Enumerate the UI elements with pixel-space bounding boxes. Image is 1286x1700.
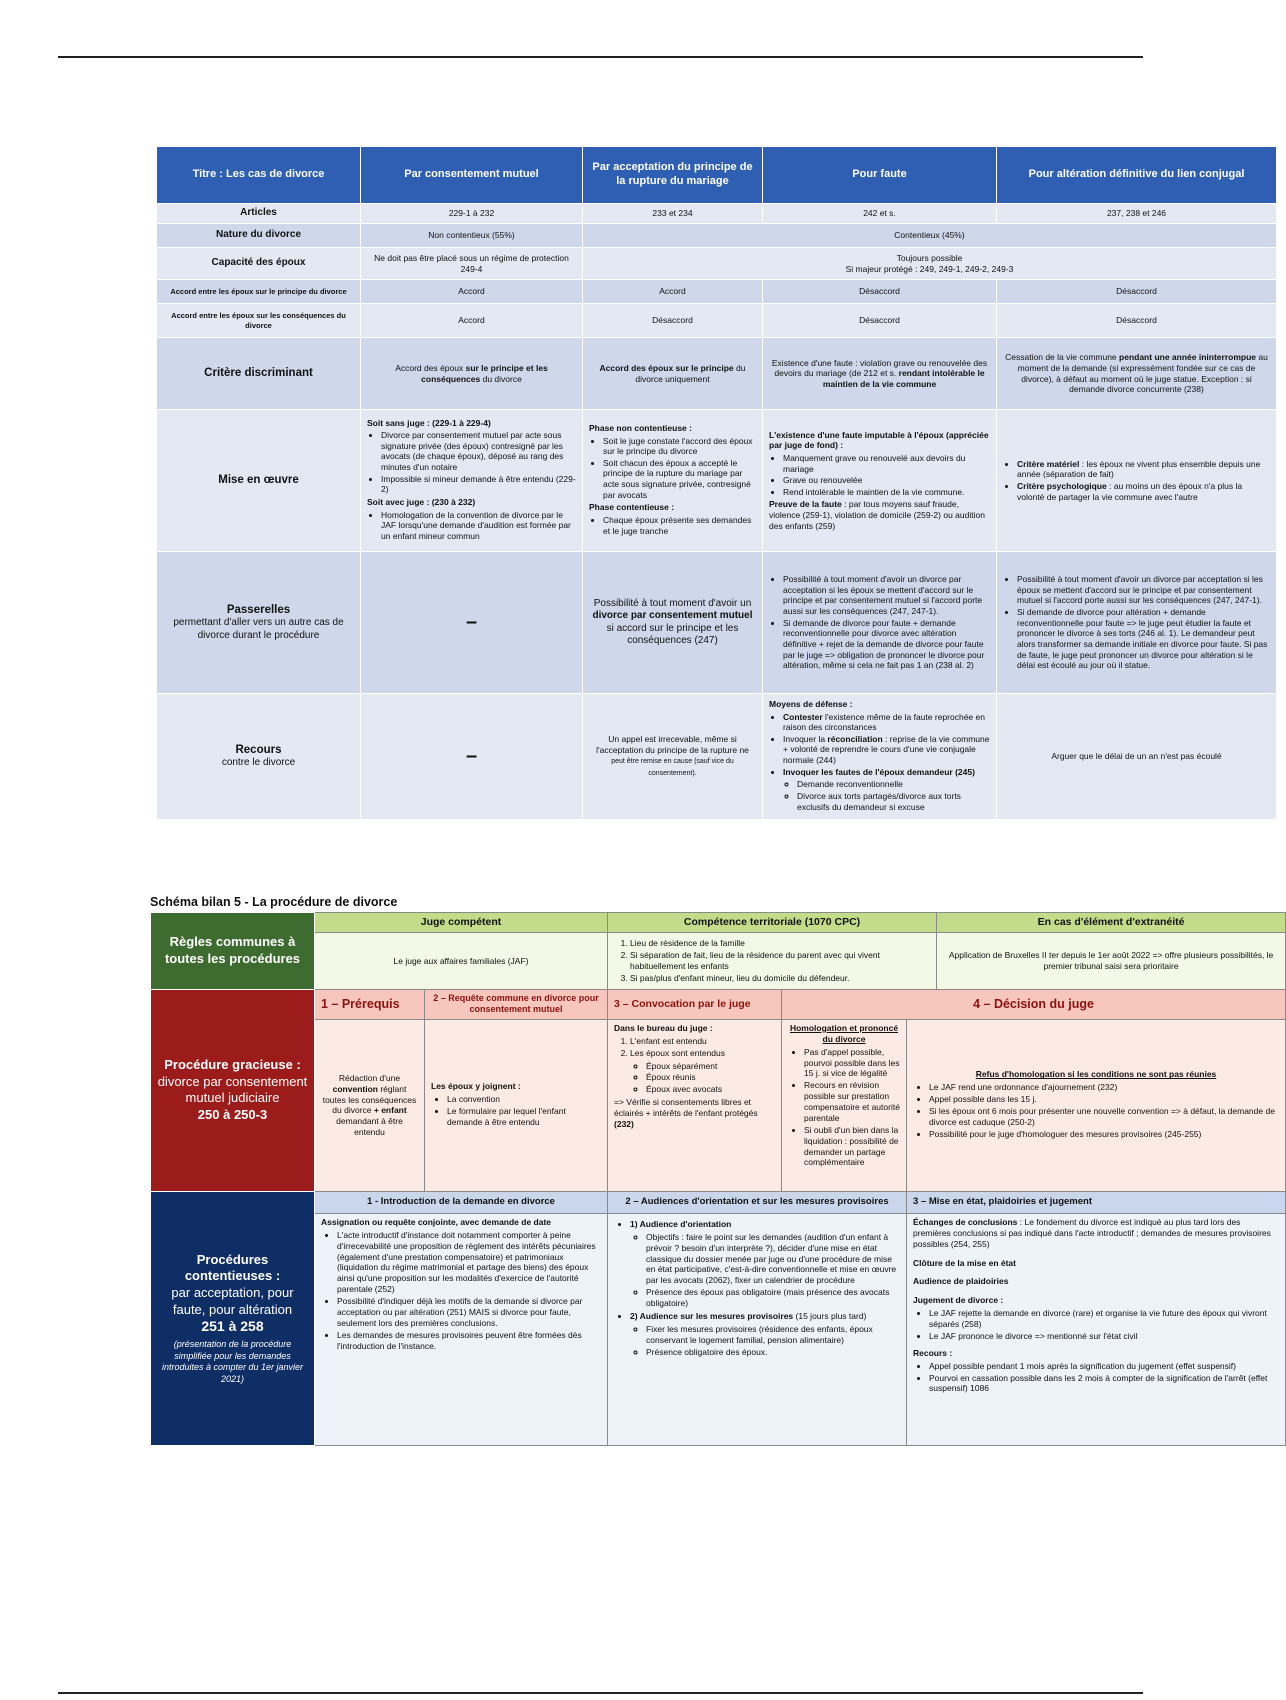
row-label: Mise en œuvre bbox=[157, 410, 361, 552]
list-item: • Si oubli d'un bien dans la liquidation : possibilité de demander un partage complémentaire bbox=[804, 1125, 900, 1169]
text: 1) Audience d'orientation bbox=[630, 1218, 732, 1229]
list-item: • Si demande de divorce pour altération + demande reconventionnelle pour faute => le juge peut étudier la faute et prononcer le divorce à ses torts (246 al. 1). Le demandeur peut alors transformer sa demande initiale en divorce pour faute. Si pas de faute, le juge peut prononcer un divorce pour altération si le délai est écoulé au jour où il statue. bbox=[1017, 607, 1270, 671]
contentieuses-cell bbox=[907, 1213, 1286, 1445]
text: Phase non contentieuse : bbox=[589, 422, 692, 433]
gracieuse-cell bbox=[907, 1019, 1286, 1191]
gracieuse-side-label bbox=[151, 989, 315, 1191]
row-accord-principe bbox=[157, 280, 1277, 304]
text: Critère matériel bbox=[1017, 458, 1080, 469]
paragraph bbox=[913, 1348, 1279, 1359]
text: Invoquer les fautes de l'époux demandeur (245) bbox=[783, 766, 975, 777]
list-item: • La convention bbox=[447, 1094, 601, 1105]
cell bbox=[997, 338, 1277, 410]
row-critere bbox=[157, 338, 1277, 410]
text: : Le fondement du divorce est indiqué au plus tard lors des premières conclusions si pas indiqué dans l'acte introductif ; demandes de mesures provisoires possibles (254, 255) bbox=[913, 1216, 1271, 1249]
header-acceptation: Par acceptation du principe de la rupture du mariage bbox=[583, 147, 763, 204]
gracieuse-header: 1 – Prérequis bbox=[315, 989, 425, 1019]
list-item: 1. L'enfant est entendu bbox=[630, 1036, 775, 1047]
header-consentement: Par consentement mutuel bbox=[361, 147, 583, 204]
text: + enfant bbox=[373, 1105, 407, 1116]
contentieuses-cell bbox=[315, 1213, 608, 1445]
contentieuses-header: 3 – Mise en état, plaidoiries et jugement bbox=[907, 1191, 1286, 1213]
text: 250 à 250-3 bbox=[197, 1107, 268, 1123]
text: divorce par consentement mutuel judiciaire bbox=[157, 1073, 308, 1106]
text: Phase contentieuse : bbox=[589, 502, 675, 513]
row-accord-consequences bbox=[157, 304, 1277, 338]
list-item: ◦ Époux avec avocats bbox=[646, 1084, 775, 1095]
gracieuse-cell bbox=[608, 1019, 782, 1191]
cell: Désaccord bbox=[997, 304, 1277, 338]
text: sur le principe et les conséquences bbox=[421, 362, 548, 384]
text: : reprise de la vie commune + volonté de reprendre le cours d'une vie conjugale normale (244) bbox=[783, 733, 990, 765]
list-item bbox=[783, 767, 990, 813]
list-item: • L'acte introductif d'instance doit notamment comporter à peine d'irrecevabilité une proposition de règlement des intérêts pécuniaires (également d'une prestation compensatoire) et patrimoniaux (liquidation du régime matrimonial et partage des biens) des époux ainsi qu'une proposition sur les modalités d'exercice de l'autorité parentale (252) bbox=[337, 1230, 601, 1295]
cell bbox=[583, 338, 763, 410]
cell: Désaccord bbox=[763, 304, 997, 338]
cell bbox=[361, 410, 583, 552]
text: l'existence même de la faute reprochée en raison des circonstances bbox=[783, 711, 985, 733]
text: Les époux sont entendus bbox=[630, 1047, 726, 1058]
cell: Désaccord bbox=[583, 304, 763, 338]
list-item: • Les demandes de mesures provisoires peuvent être formées dès l'introduction de l'instance. bbox=[337, 1330, 601, 1352]
list-item: • Possibilité d'indiquer déjà les motifs de la demande si divorce par acceptation ou par altération (251) MAIS si divorce pour faute, seulement lors des premières conclusions. bbox=[337, 1296, 601, 1329]
row-label: Critère discriminant bbox=[157, 338, 361, 410]
communes-side-label: Règles communes à toutes les procédures bbox=[151, 913, 315, 990]
contentieuses-header-row bbox=[151, 1191, 1286, 1213]
list-item: • Impossible si mineur demande à être entendu (229-2) bbox=[381, 474, 576, 495]
list-item: • Le formulaire par lequel l'enfant demande à être entendu bbox=[447, 1106, 601, 1128]
list-item: ◦ Époux séparément bbox=[646, 1061, 775, 1072]
row-label bbox=[157, 694, 361, 820]
cell bbox=[763, 410, 997, 552]
text: permettant d'aller vers un autre cas de divorce durant le procédure bbox=[173, 617, 344, 641]
text: Existence d'une faute : violation grave ou renouvelée des devoirs du mariage (de 212 et s. bbox=[771, 357, 988, 379]
table-header-row bbox=[157, 147, 1277, 204]
communes-cell bbox=[608, 933, 937, 990]
text: Procédure gracieuse : bbox=[164, 1057, 301, 1073]
header-title: Titre : Les cas de divorce bbox=[157, 147, 361, 204]
contentieuses-header: 2 – Audiences d'orientation et sur les mesures provisoires bbox=[608, 1191, 907, 1213]
list-item bbox=[630, 1219, 900, 1309]
header-alteration: Pour altération définitive du lien conjugal bbox=[997, 147, 1277, 204]
list-item: • Pourvoi en cassation possible dans les 2 mois à compter de la signification de l'arrêt (effet suspensif) 1086 bbox=[929, 1373, 1279, 1395]
schema-title: Schéma bilan 5 - La procédure de divorce bbox=[150, 895, 398, 909]
cell bbox=[583, 552, 763, 694]
text: Soit avec juge : (230 à 232) bbox=[367, 496, 476, 507]
list-item bbox=[1017, 481, 1270, 502]
row-label: Accord entre les époux sur les conséquences du divorce bbox=[157, 304, 361, 338]
header-faute: Pour faute bbox=[763, 147, 997, 204]
list-item: 2. Si séparation de fait, lieu de la résidence du parent avec qui vivent habituellement les enfants bbox=[630, 950, 930, 972]
text: convention bbox=[332, 1083, 378, 1094]
list-item: 3. Si pas/plus d'enfant mineur, lieu du domicile du défendeur. bbox=[630, 973, 930, 984]
gracieuse-cell bbox=[315, 1019, 425, 1191]
text: du divorce bbox=[480, 373, 522, 384]
cell: 242 et s. bbox=[763, 204, 997, 224]
cell bbox=[583, 694, 763, 820]
cell bbox=[997, 410, 1277, 552]
text: divorce par consentement mutuel bbox=[592, 610, 753, 621]
cell: 237, 238 et 246 bbox=[997, 204, 1277, 224]
text: par acceptation, pour faute, pour altération bbox=[171, 1284, 294, 1317]
text: Échanges de conclusions bbox=[913, 1216, 1018, 1227]
list-item: • Soit chacun des époux a accepté le principe de la rupture du mariage par acte sous signature privée, contresigné par avocats bbox=[603, 458, 756, 501]
row-recours bbox=[157, 694, 1277, 820]
list-item: • Possibilité à tout moment d'avoir un divorce par acceptation si les époux se mettent d'accord sur le principe et par consentement mutuel si l'accord porte aussi sur les conséquences (247, 247-1). bbox=[783, 574, 990, 617]
text: pendant une année ininterrompue bbox=[1119, 352, 1256, 363]
footer-rule bbox=[58, 1692, 1143, 1694]
list-item: • Le JAF rejette la demande en divorce (rare) et organise la vie future des époux qui vivront séparés (258) bbox=[929, 1308, 1279, 1330]
text: : les époux ne vivent plus ensemble depuis une année (séparation de fait) bbox=[1017, 458, 1261, 480]
cell bbox=[583, 248, 1277, 280]
communes-header: Compétence territoriale (1070 CPC) bbox=[608, 913, 937, 933]
paragraph bbox=[913, 1258, 1279, 1269]
list-item bbox=[630, 1311, 900, 1358]
text: Assignation ou requête conjointe, avec demande de date bbox=[321, 1216, 552, 1227]
list-item: ◦ Présence des époux pas obligatoire (mais présence des avocats obligatoire) bbox=[646, 1287, 900, 1309]
list-item: • Pas d'appel possible, pourvoi possible dans les 15 j. si vice de légalité bbox=[804, 1047, 900, 1080]
list-item: • Grave ou renouvelée bbox=[783, 475, 990, 486]
list-item: • Appel possible dans les 15 j. bbox=[929, 1094, 1279, 1105]
cell bbox=[763, 694, 997, 820]
text: Soit sans juge : (229-1 à 229-4) bbox=[367, 417, 491, 428]
header-rule bbox=[58, 56, 1143, 58]
list-item: • Appel possible pendant 1 mois après la signification du jugement (effet suspensif) bbox=[929, 1361, 1279, 1372]
list-item: • Recours en révision possible sur prestation compensatoire et autorité parentale bbox=[804, 1080, 900, 1124]
text: => Vérifie si consentements libres et éclairés + intérêts de l'enfant protégés bbox=[614, 1097, 758, 1119]
text: Invoquer la bbox=[783, 733, 828, 744]
list-item: ◦ Divorce aux torts partagés/divorce aux torts exclusifs du demandeur si excuse bbox=[797, 791, 990, 812]
text: du divorce uniquement bbox=[635, 362, 746, 384]
cell bbox=[763, 338, 997, 410]
row-articles bbox=[157, 204, 1277, 224]
gracieuse-body-row bbox=[151, 1019, 1286, 1191]
gracieuse-header: 4 – Décision du juge bbox=[782, 989, 1286, 1019]
text: si accord sur le principe et les conséquences (247) bbox=[606, 622, 739, 646]
paragraph bbox=[913, 1276, 1279, 1287]
text: contre le divorce bbox=[221, 757, 296, 769]
text: (15 jours plus tard) bbox=[793, 1310, 867, 1321]
contentieuses-cell bbox=[608, 1213, 907, 1445]
text: Cessation de la vie commune bbox=[1005, 352, 1120, 363]
contentieuses-side-label bbox=[151, 1191, 315, 1445]
communes-cell: Application de Bruxelles II ter depuis le 1er août 2022 => offre plusieurs possibilités, le premier tribunal saisi sera prioritaire bbox=[937, 933, 1286, 990]
text: Homologation et prononcé du divorce bbox=[789, 1022, 899, 1044]
cell bbox=[763, 552, 997, 694]
text: – bbox=[465, 611, 478, 633]
list-item: • Divorce par consentement mutuel par acte sous signature privée (des époux) contresigné par les avocats (de chaque époux), déposé au rang des minutes d'un notaire bbox=[381, 430, 576, 473]
text: Dans le bureau du juge : bbox=[614, 1022, 713, 1033]
divorce-cases-table bbox=[156, 146, 1268, 836]
list-item: ◦ Fixer les mesures provisoires (résidence des enfants, époux conservant le logement familial, pension alimentaire) bbox=[646, 1324, 900, 1346]
text: demandant à être entendu bbox=[336, 1116, 403, 1138]
row-label: Capacité des époux bbox=[157, 248, 361, 280]
list-item: 1. Lieu de résidence de la famille bbox=[630, 938, 930, 949]
text: Procédures contentieuses : bbox=[184, 1251, 281, 1284]
list-item bbox=[783, 712, 990, 733]
cell bbox=[583, 410, 763, 552]
row-mise-en-oeuvre bbox=[157, 410, 1277, 552]
cell: Accord bbox=[361, 304, 583, 338]
cell: Désaccord bbox=[997, 280, 1277, 304]
row-capacite bbox=[157, 248, 1277, 280]
row-label: Articles bbox=[157, 204, 361, 224]
list-item: • Soit le juge constate l'accord des époux sur le principe du divorce bbox=[603, 436, 756, 457]
list-item: • Le JAF rend une ordonnance d'ajournement (232) bbox=[929, 1082, 1279, 1093]
text: : par tous moyens sauf fraude, violence (259-1), violation de domicile (259-2) ou audition des enfants (259) bbox=[769, 499, 985, 531]
gracieuse-header: 2 – Requête commune en divorce pour consentement mutuel bbox=[425, 989, 608, 1019]
text: réconciliation bbox=[827, 733, 883, 744]
text: 251 à 258 bbox=[201, 1318, 264, 1335]
text: L'existence d'une faute imputable à l'époux (appréciée par juge de fond) : bbox=[769, 429, 989, 451]
gracieuse-header: 3 – Convocation par le juge bbox=[608, 989, 782, 1019]
contentieuses-header: 1 - Introduction de la demande en divorce bbox=[315, 1191, 608, 1213]
list-item: • Possibilité pour le juge d'homologuer des mesures provisoires (245-255) bbox=[929, 1129, 1279, 1140]
cell bbox=[361, 338, 583, 410]
text: : au moins un des époux n'a plus la volonté de partager la vie commune avec l'autre bbox=[1017, 481, 1243, 502]
list-item: • Possibilité à tout moment d'avoir un divorce par acceptation si les époux se mettent d'accord sur le principe et par consentement mutuel si l'accord porte aussi sur les conséquences (247, 247-1). bbox=[1017, 574, 1270, 606]
communes-header-row bbox=[151, 913, 1286, 933]
text: Preuve de la faute bbox=[769, 499, 842, 510]
text: Rédaction d'une bbox=[338, 1072, 401, 1083]
text: Un appel est irrecevable, même si l'acceptation du principe de la rupture ne bbox=[596, 734, 749, 755]
row-label: Nature du divorce bbox=[157, 224, 361, 248]
cell-line: Si majeur protégé : 249, 249-1, 249-2, 249-3 bbox=[845, 263, 1014, 274]
cell: Accord bbox=[361, 280, 583, 304]
text: Jugement de divorce : bbox=[913, 1295, 1004, 1306]
cell bbox=[361, 694, 583, 820]
list-item: ◦ Présence obligatoire des époux. bbox=[646, 1347, 900, 1358]
contentieuses-body-row bbox=[151, 1213, 1286, 1445]
gracieuse-header-row bbox=[151, 989, 1286, 1019]
list-item: • Chaque époux présente ses demandes et le juge tranche bbox=[603, 515, 756, 536]
text: rendant intolérable le maintien de la vie commune bbox=[822, 368, 985, 389]
communes-header: En cas d'élément d'extranéité bbox=[937, 913, 1286, 933]
communes-cell: Le juge aux affaires familiales (JAF) bbox=[315, 933, 608, 990]
text: Recours : bbox=[913, 1347, 953, 1358]
list-item: • Si les époux ont 6 mois pour présenter une nouvelle convention => à défaut, la demande de divorce est caduque (250-2) bbox=[929, 1106, 1279, 1128]
cell: Non contentieux (55%) bbox=[361, 224, 583, 248]
cell bbox=[997, 552, 1277, 694]
list-item: ◦ Demande reconventionnelle bbox=[797, 779, 990, 790]
cell: Contentieux (45%) bbox=[583, 224, 1277, 248]
text: (232) bbox=[614, 1118, 634, 1129]
text: Accord des époux bbox=[395, 362, 466, 373]
cell bbox=[361, 552, 583, 694]
paragraph bbox=[913, 1295, 1279, 1306]
list-item bbox=[1017, 459, 1270, 480]
gracieuse-cell bbox=[425, 1019, 608, 1191]
row-label: Accord entre les époux sur le principe du divorce bbox=[157, 280, 361, 304]
communes-body-row bbox=[151, 933, 1286, 990]
list-item: • Homologation de la convention de divorce par le JAF lorsqu'une demande d'audition est formée par un enfant mineur commun bbox=[381, 510, 576, 542]
text: Moyens de défense : bbox=[769, 698, 853, 709]
text: Recours bbox=[235, 744, 282, 757]
text: Critère psychologique bbox=[1017, 481, 1107, 491]
text: Audience de plaidoiries bbox=[913, 1276, 1009, 1287]
text: Les époux y joignent : bbox=[431, 1081, 521, 1092]
divorce-procedure-schema bbox=[150, 912, 1275, 1448]
text: Passerelles bbox=[226, 603, 291, 616]
cell-line: Toujours possible bbox=[896, 252, 963, 263]
list-item: • Rend intolérable le maintien de la vie commune. bbox=[783, 487, 990, 498]
text: Contester bbox=[783, 711, 823, 722]
list-item: • Le JAF prononce le divorce => mentionné sur l'état civil bbox=[929, 1331, 1279, 1342]
text: Refus d'homologation si les conditions ne sont pas réunies bbox=[975, 1069, 1217, 1080]
cell: Ne doit pas être placé sous un régime de protection 249-4 bbox=[361, 248, 583, 280]
text: peut être remise en cause (sauf vice du consentement). bbox=[611, 758, 734, 778]
list-item: • Manquement grave ou renouvelé aux devoirs du mariage bbox=[783, 453, 990, 474]
gracieuse-cell bbox=[782, 1019, 907, 1191]
row-nature bbox=[157, 224, 1277, 248]
text: – bbox=[465, 745, 478, 767]
list-item: ◦ Objectifs : faire le point sur les demandes (audition d'un enfant à prévoir ? besoin d'un interprète ?), décider d'une mise en état classique du dossier menée par juge ou d'une procédure de mise en état participative, c'est-à-dire conventionnelle et mise en œuvre par les avocats (2062), fixer un calendrier de procédure bbox=[646, 1232, 900, 1286]
list-item: ◦ Époux réunis bbox=[646, 1072, 775, 1083]
list-item bbox=[630, 1048, 775, 1096]
list-item: • Si demande de divorce pour faute + demande reconventionnelle pour divorce avec altération définitive + rejet de la demande de divorce pour faute par le juge => obligation de prononcer le divorce pour altération, même si cela ne fait pas 1 an (238 al. 2) bbox=[783, 618, 990, 671]
communes-header: Juge compétent bbox=[315, 913, 608, 933]
cell: 233 et 234 bbox=[583, 204, 763, 224]
cell: Accord bbox=[583, 280, 763, 304]
text: (présentation de la procédure simplifiée pour les demandes introduites à compter du 1er janvier 2021) bbox=[161, 1339, 304, 1384]
cell: Désaccord bbox=[763, 280, 997, 304]
text: réglant toutes les conséquences du divorce bbox=[322, 1083, 417, 1116]
list-item bbox=[783, 734, 990, 766]
row-passerelles bbox=[157, 552, 1277, 694]
text: au moment de la demande (si expressément fondée sur ce cas de divorce), à défaut au moment où le juge statue. Exception : si demande divorce concurrente (238) bbox=[1017, 352, 1268, 395]
text: Possibilité à tout moment d'avoir un bbox=[593, 597, 752, 609]
cell: 229-1 à 232 bbox=[361, 204, 583, 224]
cell: Arguer que le délai de un an n'est pas écoulé bbox=[997, 694, 1277, 820]
paragraph bbox=[913, 1217, 1279, 1250]
text: Clôture de la mise en état bbox=[913, 1257, 1016, 1268]
text: 2) Audience sur les mesures provisoires bbox=[630, 1310, 794, 1321]
text: Accord des époux sur le principe bbox=[599, 362, 734, 373]
row-label bbox=[157, 552, 361, 694]
